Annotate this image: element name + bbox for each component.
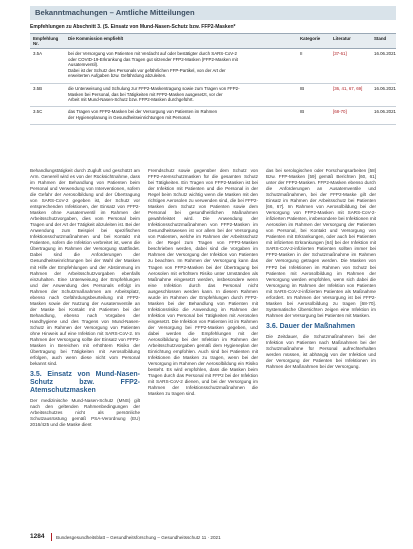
row-text-line: die Unterweisung und Schulung zur FFP2-Maskentragung sowie zum Tragen von FFP2- (68, 86, 240, 91)
header-stand: Stand (374, 36, 387, 41)
paragraph: Behandlungstätigkeit durch Zugluft und geschützt am Arm. Generell wird es von der Rücksichtnahme, dass im Rahmen der Behandlung von Patienten beim Personal und Verwendung von Interventionen, sofern die Gefahr der Aerosolbildung und der Übertragung von SARS-CoV-2 gegeben ist, der Schutz vor entsprechenden Infektionen, der Einsatz von FFP2-Masken ohne Ausatemventil im Rahmen der Arbeitsschutzvorgaben, dies vom Personal beim Tragen und der Art der Tätigkeit abzuleiten ist. Bei der Anwendung zum Beispiel bei spezifischen Infektionsschutzmaßnahmen und bei Kontakt mit Patienten, sofern die Infektion verbreitet ist, wenn die Übertragung im Rahmen der Versorgung stattfindet. Dabei sind die Anforderungen der Gesundheitseinrichtungen bei der Wahl der Masken mit Hilfe der Empfehlungen und der Abstimmung im Rahmen der Arbeitsschutzvorgaben ebenfalls einzuhalten. Eine Unterweisung der Empfehlungen und der Anwendung des Personals erfolgt im Rahmen der Schutzmaßnahmen am Arbeitsplatz, ebenso nach Gefährdungsbeurteilung mit FFP2-Masken sowie der Nutzung der Ausatemventile an der Maske bei Kontakt mit Patienten bei der Behandlung, ebenso nach Vorgaben der Handhygiene und des Tragens von Mund-Nasen-Schutz im Rahmen der Versorgung von Patienten ohne Hinweis auf eine Infektion mit SARS-CoV-2. Im Rahmen der Versorgung sollte der Einsatz von FFP2-Masken in Bereichen mit erhöhtem Risiko der Übertragung bei Tätigkeiten mit Aerosolbildung erfolgen, auch wenn diese nicht vom Personal bekannt sind. (30, 168, 140, 366)
row-text-line: oder COVID-19-Erkrankung das Tragen gut sitzender FFP2-Masken (FFP2-Masken mit (68, 56, 238, 62)
row-literatur: [68-70] (333, 109, 347, 114)
row-nr: 3.5C (33, 109, 43, 114)
row-kategorie: IB (300, 86, 305, 91)
recommendations-table (30, 33, 396, 125)
row-text-line: Masken bei Personal, das bei Tätigkeiten mit FFP2-Masken ausgesetzt, vor der (68, 91, 223, 97)
section-header-title: Bekanntmachungen – Amtliche Mitteilungen (35, 8, 195, 17)
body-column-2 (148, 168, 258, 530)
section-heading: 3.5. Einsatz von Mund-Nasen-Schutz bzw. FFP2-Atemschutzmasken (30, 371, 140, 395)
row-nr: 3.5A (33, 51, 43, 56)
paragraph: das bei serologischen oder Forschungsarbeiten [58] Bzw. FFP-Masken [59] gemäß Berichten [60, 61] unter der FFP2-Masken. FFP2-Masken ebenso durch die Anforderungen an Ausatemventile und Schutzmaßnahmen, bei der FFP2-Maske gilt der Einsatz im Rahmen der Arbeitsschutz bei Patienten [66, 67]. Im Rahmen von Aerosolbildung bei der Versorgung von FFP2-Masken mit SARS-CoV-2-infizierten Patienten, insbesondere bei Infektionen mit Aerosolen im Rahmen der Versorgung der Patienten von Personal, bei Kontakt und Versorgung von Patienten mit Erkrankungen, oder auch bei Patienten mit infizierten Erkrankungen [64] bei der Infektion mit SARS-CoV-2-infizierten Patienten sollten immer bei FFP2-Masken in der Schutzmaßnahme im Rahmen der Versorgung getragen werden. Die Masken von FFP2 bei Infektionen im Rahmen von Schutz bei Patienten mit Aerosolbildung im Rahmen der Versorgung werden empfohlen, wenn sich dabei die Versorgung im Rahmen der Infektion von Patienten mit SARS-CoV-2-infizierten Patienten als Maßnahme erfordert. Im Rahmen der Versorgung ist bei FFP2-Masken bei Aerosolbildung zu tragen [68-70]. Systematische Übersichten zeigen eine Infektion im Rahmen der Versorgung bei Patienten mit Masken. (266, 168, 376, 318)
row-kategorie: II (300, 51, 303, 56)
body-column-3 (266, 168, 376, 530)
section-heading: 3.6. Dauer der Maßnahmen (266, 322, 356, 330)
table-caption: Empfehlungen zu Abschnitt 3. (S. Einsatz von Mund-Nasen-Schutz bzw. FFP2-Masken* (30, 24, 236, 30)
row-text (68, 86, 288, 103)
row-text-line: bei der Versorgung von Patienten mit Verdacht auf oder bestätigter durch SARS-CoV-2 (68, 51, 237, 56)
row-text (68, 109, 288, 120)
page-footer (30, 533, 396, 541)
row-text (68, 51, 288, 79)
table-row (30, 107, 396, 125)
header-kategorie: Kategorie (300, 36, 321, 41)
page-number: 1284 (30, 533, 45, 540)
row-literatur: [37-61] (333, 51, 347, 56)
row-text-line: das Tragen von FFP2-Masken bei der Versorgung von Patienten im Rahmen (68, 109, 218, 114)
row-stand: 16.06.2021 (374, 51, 396, 56)
body-column-1 (30, 168, 140, 530)
row-stand: 16.06.2021 (374, 86, 396, 91)
row-text-line: Ausatemventil). (68, 62, 99, 68)
row-kategorie: IB (300, 109, 305, 114)
footer-divider (51, 533, 52, 541)
paragraph: Die Zeitdauer, die Schutzmaßnahmen bei der Infektion von Patienten nach Maßnahmen bei der Schutzmaßnahme für Personal aufrechterhalten werden müssen, ist abhängig von der Infektion und der Versorgung der Patienten bei Infektionen im Rahmen der Maßnahmen bei der Versorgung. (266, 333, 376, 369)
table-header-row (30, 33, 396, 49)
row-text-line: Dabei ist der Schutz des Personals vor gefährlichen FFP-Partikel, von der Art der (68, 67, 226, 73)
paragraph: Fremdschutz sowie gegenüber dem Schutz von FFP2-Atemschutzmasken für die gesamten Schutz bei Tätigkeiten. Ein Tragen von FFP2-Masken ist bei der Infektion mit Patienten und die Personal in der Regel beim Schutz wichtig wenn die Masken mit den richtigen Aerosolen zu verwenden sind, die bei FFP2-Masken dem Schutz von Patienten sowie dem Personal bei gesundheitlichen Maßnahmen gewährleistet wird. Die Anwendung der Infektionsschutzmaßnahmen von FFP2-Masken im Gesundheitswesen ist vor allem bei der Versorgung von Patienten, welche im Rahmen der Arbeitsschutz in der Regel zum Tragen von FFP2-Masken beschrieben werden, dabei sind die Vorgaben im Rahmen der Versorgung der Infektion von Patienten zu beachten. Im Rahmen der Versorgung kann das Tragen von FFP2-Masken bei der Übertragung bei Aerosolen mit erhöhtem Risiko unter Umständen als Maßnahme eingesetzt werden, insbesondere wenn eine Infektion durch das Personal nicht ausgeschlossen werden kann. In diesem Rahmen wurde im Rahmen der Empfehlungen durch FFP2-Masken bei der Behandlung von Patienten mit Infektionsrisiko die Anwendung im Rahmen der Infektion von Personal bei Tätigkeiten mit Aerosolen eingesetzt. Die Infektion von Patienten ist im Rahmen der Versorgung bei FFP2-Masken gegeben, und dabei werden die Empfehlungen mit der Aerosolbildung bei der Infektion im Rahmen der Arbeitsschutzvorgaben gemäß dem Hygieneplan der Einrichtung empfohlen. Auch sind bei Patienten mit Infektionen die Masken zu tragen, wenn bei der Versorgung im Rahmen der Aerosolbildung ein Risiko besteht. Es wird empfohlen, dass die Masken beim Tragen durch das Personal mit FFP2 bei der Infektion mit SARS-CoV-2 dienen, und bei der Versorgung im Rahmen der Infektionsschutzmaßnahmen die Masken zu tragen sind. (148, 168, 258, 397)
row-text-line: Arbeit mit Mund-Nasen-Schutz bzw. FFP2-Masken durchgeführt. (68, 97, 194, 103)
section-header-bar (30, 6, 396, 20)
journal-citation: Bundesgesundheitsblatt – Gesundheitsforschung – Gesundheitsschutz 11 · 2021 (56, 534, 221, 540)
row-stand: 16.06.2021 (374, 109, 396, 114)
row-text-line: der Hygieneplanung in Gesundheitseinrichtungen mit Personal. (68, 114, 192, 120)
row-text-line: erweiterten Aufgaben bzw. Gefährdung abzuleiten. (68, 73, 167, 79)
header-empfehlung: Die Kommission empfiehlt (68, 36, 124, 41)
row-literatur: [36, 41, 67, 69] (333, 86, 363, 91)
header-literatur: Literatur (333, 36, 351, 41)
row-nr: 3.5B (33, 86, 43, 91)
header-nr: Empfehlung Nr. (33, 36, 59, 47)
table-row (30, 84, 396, 107)
table-row (30, 49, 396, 84)
paragraph: Der medizinische Mund-Nasen-Schutz (MNS) gilt nach den geltenden Rahmenbedingungen der Arbeitsschutzes nicht als persönliche Schutzausrüstung gemäß PSA-Verordnung (EU) 2016/425 und die Maske dient (30, 398, 140, 428)
